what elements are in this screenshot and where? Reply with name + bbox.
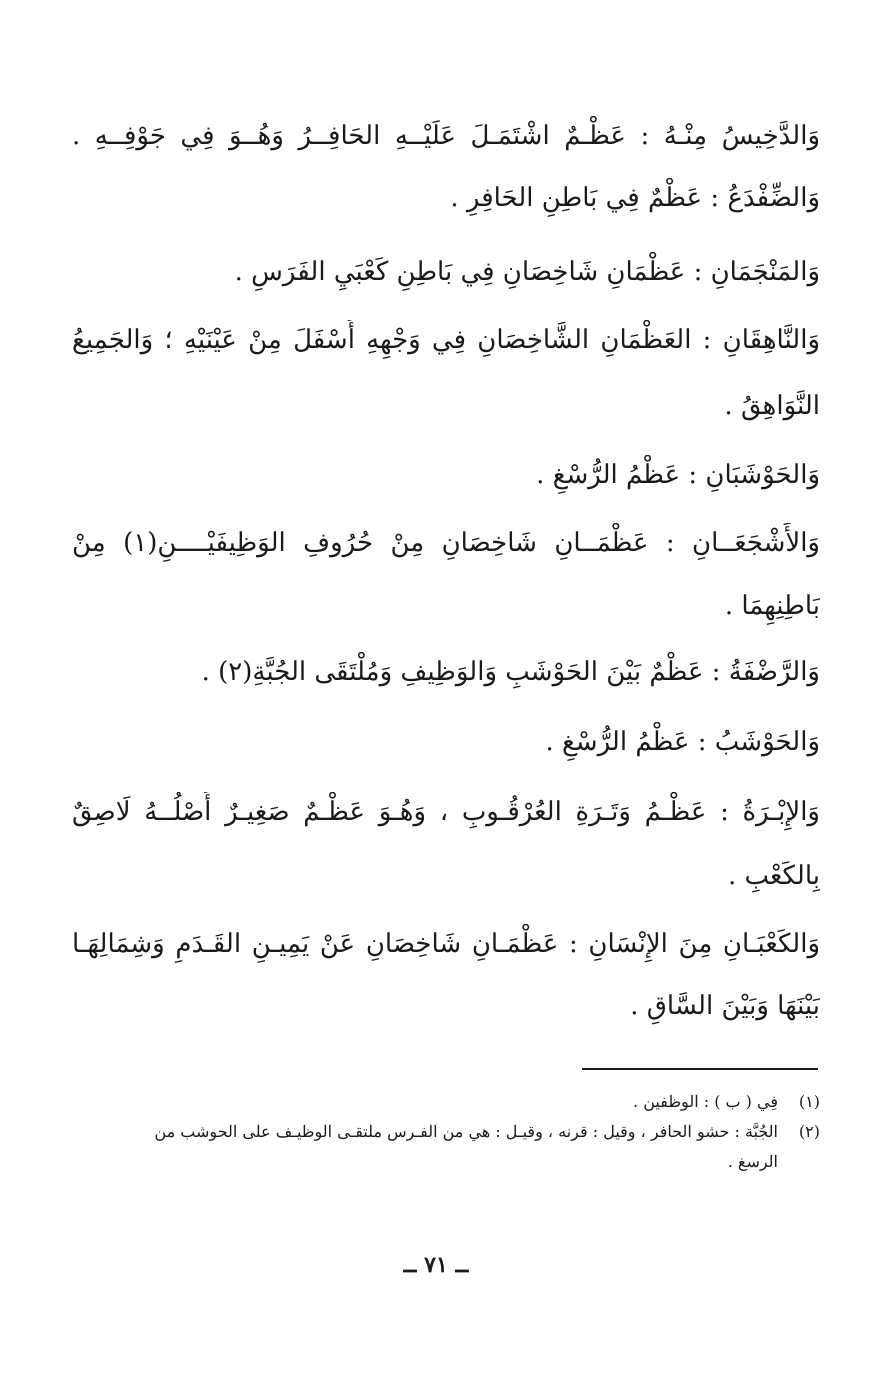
text-line-nawahiq: النَّوَاهِقُ .	[724, 391, 820, 421]
footnote-2-text: الجُبَّة : حشو الحافر ، وقيل : قرنه ، وقيـل : هي من الفـرس ملتقـى الوظيـف على الحوشب من	[154, 1122, 778, 1141]
footnote-2-number: (٢)	[798, 1122, 820, 1141]
text-line-radfa: وَالرَّضْفَةُ : عَظْمٌ بَيْنَ الحَوْشَبِ وَالوَظِيفِ وَمُلْتَقَى الجُبَّةِ(٢) .	[201, 657, 820, 687]
text-line-manjaman: وَالمَنْجَمَانِ : عَظْمَانِ شَاخِصَانِ فِي بَاطِنِ كَعْبَيِ الفَرَسِ .	[234, 257, 820, 287]
text-line-difda: وَالضِّفْدَعُ : عَظْمٌ فِي بَاطِنِ الحَافِرِ .	[450, 183, 820, 213]
text-line-hawshaban: وَالحَوْشَبَانِ : عَظْمُ الرُّسْغِ .	[536, 460, 820, 490]
text-line-kaban: وَالكَعْبَـانِ مِنَ الإِنْسَانِ : عَظْمَـانِ شَاخِصَانِ عَنْ يَمِيـنِ القَـدَمِ وَشِمَالِهَـا	[72, 929, 820, 959]
text-line-ibra: وَالإِبْـرَةُ : عَظْـمُ وَتَـرَةِ العُرْقُـوبِ ، وَهُـوَ عَظْـمٌ صَغِيـرٌ أَصْلُــهُ لَاصِقٌ	[72, 797, 820, 827]
footnote-1-text: فِي ( ب ) : الوظفين .	[633, 1092, 778, 1111]
footnote-2-continuation: الرسغ .	[727, 1152, 778, 1171]
text-line-nahiqan: وَالنَّاهِقَانِ : العَظْمَانِ الشَّاخِصَانِ فِي وَجْهِهِ أَسْفَلَ مِنْ عَيْنَيْهِ ؛ وَالجَمِيعُ	[72, 325, 820, 355]
text-line-dakhis: وَالدَّخِيسُ مِنْـهُ : عَظْـمٌ اشْتَمَـلَ عَلَيْــهِ الحَافِــرُ وَهُــوَ فِي جَوْفِــهِ .	[72, 121, 820, 151]
text-line-saq: بَيْنَهَا وَبَيْنَ السَّاقِ .	[630, 991, 820, 1021]
text-line-hawshab: وَالحَوْشَبُ : عَظْمُ الرُّسْغِ .	[545, 727, 820, 757]
text-line-ashjaan: وَالأَشْجَعَــانِ : عَظْمَــانِ شَاخِصَانِ مِنْ حُرُوفِ الوَظِيفَيْــــنِ(١) مِنْ	[72, 528, 820, 558]
footnote-separator	[582, 1068, 818, 1070]
text-line-batinihima: بَاطِنِهِمَا .	[724, 591, 820, 621]
page-number: ــ ٧١ ــ	[403, 1252, 469, 1278]
footnote-2	[72, 1120, 820, 1144]
footnote-1	[72, 1090, 820, 1114]
footnote-1-number: (١)	[798, 1092, 820, 1111]
text-line-kab: بِالكَعْبِ .	[727, 861, 820, 891]
